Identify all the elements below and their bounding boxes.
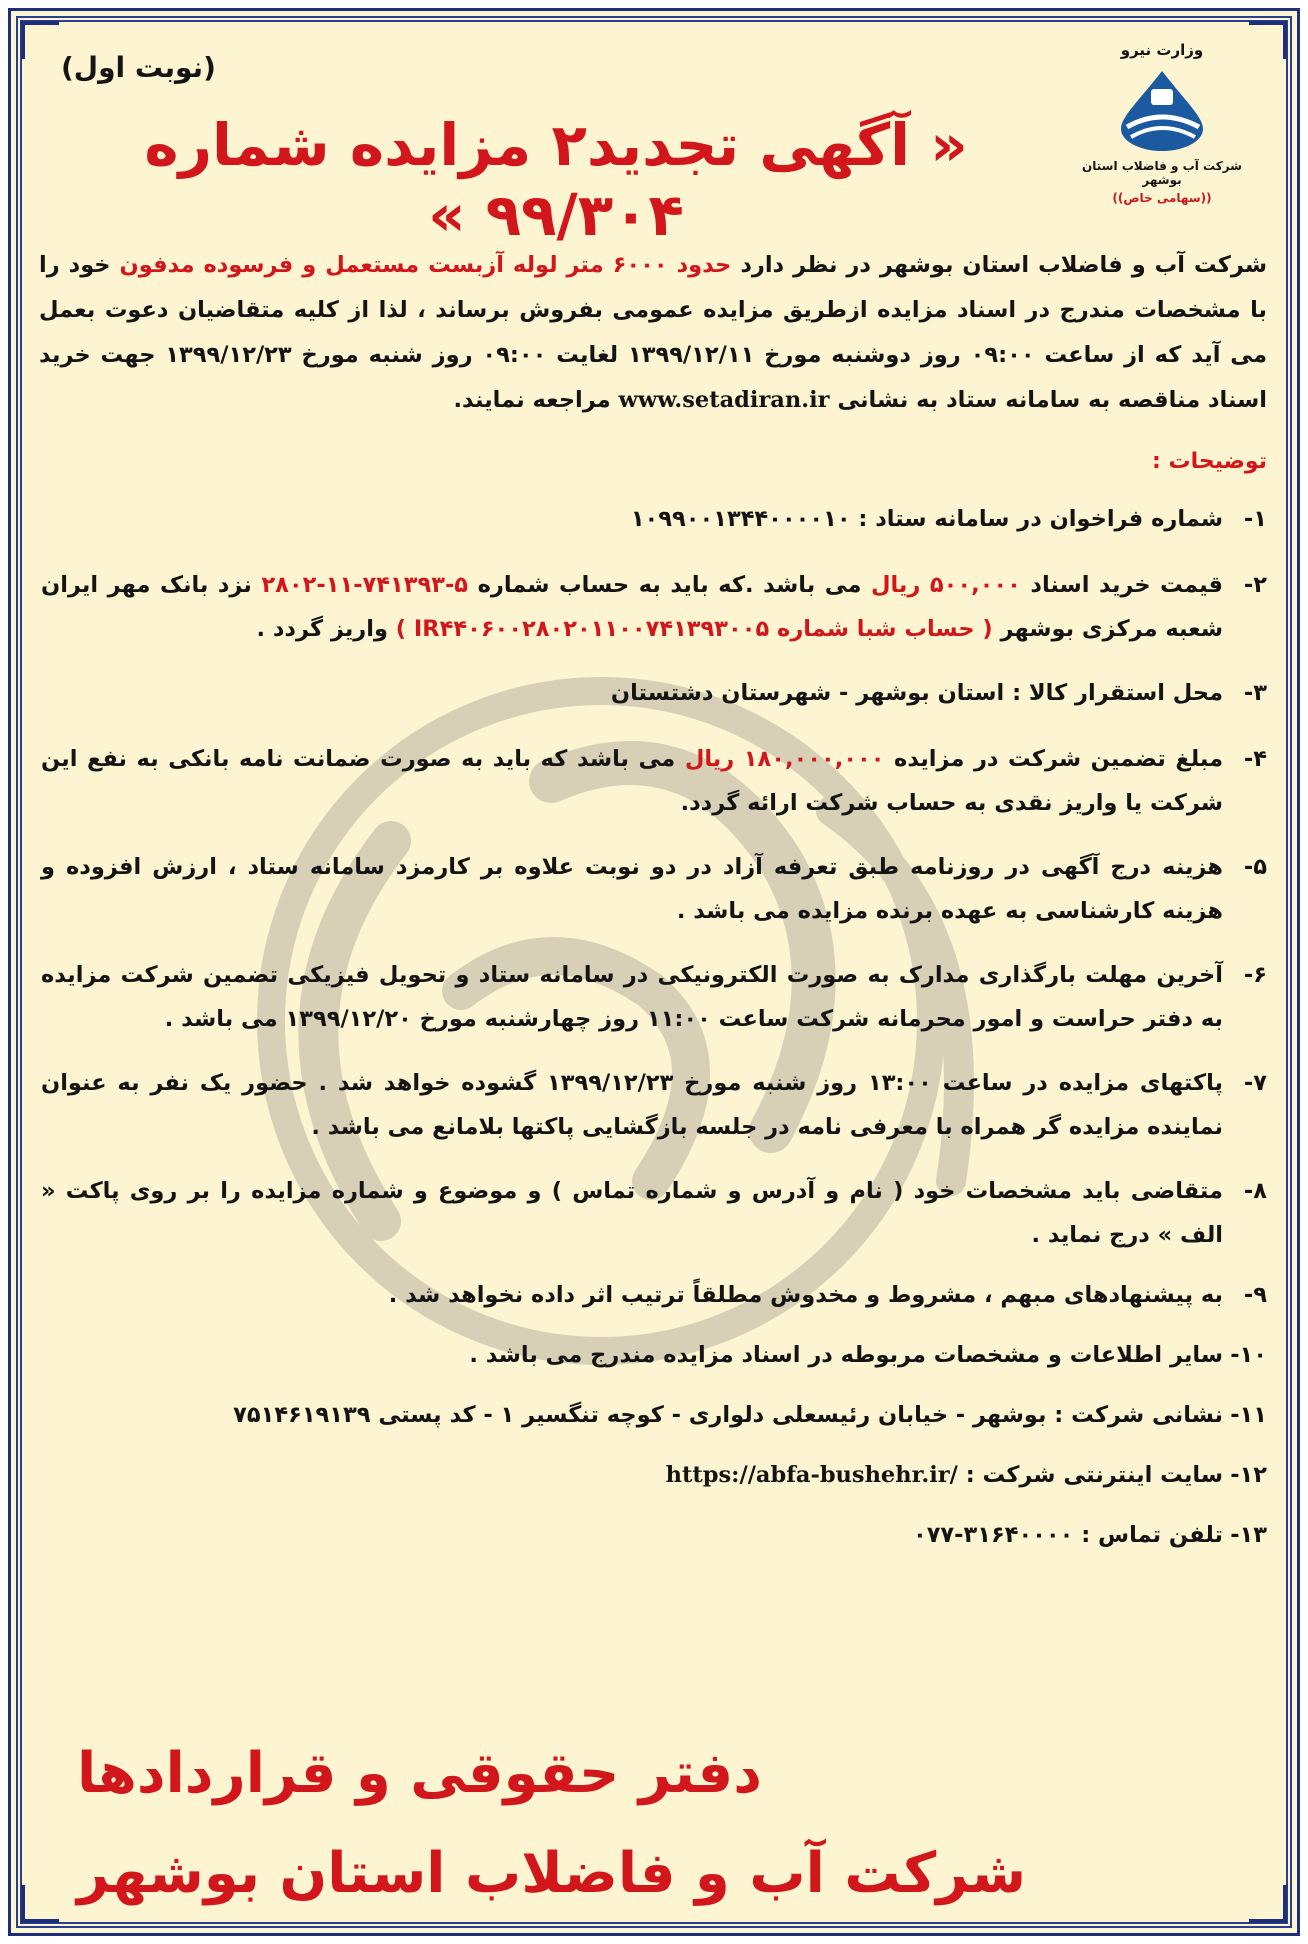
item-number: ۱۲- [1230,1462,1267,1488]
intro-text: خود را با مشخصات مندرج در اسناد مزایده ازطریق مزایده عمومی بفروش برساند ، لذا از کلیه متقاضیان دعوت بعمل می آید که از ساعت ۰۹:۰۰ روز دوشنبه مورخ ۱۳۹۹/۱۲/۱۱ لغایت ۰۹:۰۰ روز شنبه مورخ ۱۳۹۹/۱۲/۲۳ جهت خرید اسناد مناقصه به سامانه ستاد به نشانی [39,252,1267,413]
notice-page [8,8,1300,1936]
item-text: محل استقرار کالا : استان بوشهر - شهرستان دشتستان [610,680,1223,706]
list-item [41,1333,1267,1377]
list-item [41,1169,1267,1257]
frame-corner [21,21,59,59]
company-type: ((سهامی خاص)) [1112,191,1212,205]
list-item [41,671,1267,715]
intro-text: مراجعه نمایند. [453,387,611,413]
list-item [41,1453,1267,1497]
item-number: ۱۱- [1230,1402,1267,1428]
item-text: متقاضی باید مشخصات خود ( نام و آدرس و شماره تماس ) و موضوع و شماره مزایده را بر روی پاکت « الف » درج نماید . [41,1178,1223,1248]
item-text [41,563,1223,651]
item-number: ۳- [1243,680,1267,706]
title-text: آگهی تجدید۲ مزایده شماره ۹۹/۳۰۴ [144,111,910,249]
item-text [41,737,1223,825]
item-text [41,1453,1223,1497]
account-number: ۵-۷۴۱۳۹۳-۱۱-۲۸۰۲ [261,572,469,598]
list-item [41,1393,1267,1437]
intro-paragraph [39,243,1267,423]
list-item [41,845,1267,933]
list-item [41,1273,1267,1317]
list-item [41,1061,1267,1149]
frame-corner [21,1885,59,1923]
company-logo [1067,41,1257,205]
title-quote-close: » [428,180,466,249]
water-drop-logo-icon [1107,65,1217,155]
setad-url-link[interactable]: www.setadiran.ir [618,387,830,413]
item-text: هزینه درج آگهی در روزنامه طبق تعرفه آزاد در دو نوبت علاوه بر کارمزد سامانه ستاد ، ارزش افزوده و هزینه کارشناسی به عهده برنده مزایده می باشد . [41,854,1223,924]
item-number: ۹- [1243,1282,1267,1308]
round-label: (نوبت اول) [61,51,216,84]
item-text: نشانی شرکت : بوشهر - خیابان رئیسعلی دلواری - کوچه تنگسیر ۱ - کد پستی ۷۵۱۴۶۱۹۱۳۹ [233,1402,1223,1428]
item-number: ۲- [1243,572,1267,598]
item-text-part: واریز گردد . [256,616,388,642]
footer-department: دفتر حقوقی و قراردادها [77,1741,762,1806]
list-item [41,497,1267,541]
title-quote-open: « [930,111,968,179]
item-number: ۱۰- [1230,1342,1267,1368]
document-price: ۵۰۰,۰۰۰ ریال [870,572,1021,598]
item-number: ۶- [1243,962,1267,988]
item-number: ۸- [1243,1178,1267,1204]
list-item [41,737,1267,825]
intro-text: شرکت آب و فاضلاب استان بوشهر در نظر دارد [740,252,1268,278]
intro-highlight: حدود ۶۰۰۰ متر لوله آزبست مستعمل و فرسوده مدفون [119,252,732,278]
page-title [51,111,1061,250]
item-number: ۴- [1243,746,1267,772]
item-text-part: می باشد که باید به صورت ضمانت نامه بانکی به نفع این شرکت یا واریز نقدی به حساب شرکت ارائه گردد. [41,746,1223,816]
item-number: ۱- [1243,506,1267,532]
item-text-part: مبلغ تضمین شرکت در مزایده [894,746,1224,772]
item-text: شماره فراخوان در سامانه ستاد : ۱۰۹۹۰۰۱۳۴۴۰۰۰۰۱۰ [630,506,1223,532]
item-number: ۷- [1243,1070,1267,1096]
list-item [41,1513,1267,1557]
item-number: ۵- [1243,854,1267,880]
notes-label: توضیحات : [1152,449,1267,474]
ministry-name: وزارت نیرو [1120,41,1204,59]
item-text: به پیشنهادهای مبهم ، مشروط و مخدوش مطلقاً ترتیب اثر داده نخواهد شد . [388,1282,1223,1308]
item-text-part: نزد بانک مهر ایران شعبه مرکزی بوشهر [41,572,1223,642]
sheba-number: ( حساب شبا شماره IR۴۴۰۶۰۰۲۸۰۲۰۱۱۰۰۷۴۱۳۹۳۰۰۵ ) [395,616,993,642]
guarantee-amount: ۱۸۰,۰۰۰,۰۰۰ ریال [684,746,885,772]
item-text-part: سایت اینترنتی شرکت : [965,1462,1223,1488]
list-item [41,563,1267,651]
company-name: شرکت آب و فاضلاب استان بوشهر [1082,159,1242,187]
item-text: تلفن تماس : ۳۱۶۴۰۰۰۰-۰۷۷ [912,1522,1223,1548]
item-text: آخرین مهلت بارگذاری مدارک به صورت الکترونیکی در سامانه ستاد و تحویل فیزیکی تضمین شرکت مزایده به دفتر حراست و امور محرمانه شرکت ساعت ۱۱:۰۰ روز چهارشنبه مورخ ۱۳۹۹/۱۲/۲۰ می باشد . [41,962,1223,1032]
footer-company: شرکت آب و فاضلاب استان بوشهر [77,1841,1027,1906]
website-link[interactable]: https://abfa-bushehr.ir/ [665,1462,958,1488]
item-text: پاکتهای مزایده در ساعت ۱۳:۰۰ روز شنبه مورخ ۱۳۹۹/۱۲/۲۳ گشوده خواهد شد . حضور یک نفر به عنوان نماینده مزایده گر همراه با معرفی نامه در جلسه بازگشایی پاکتها بلامانع می باشد . [41,1070,1223,1140]
item-number: ۱۳- [1230,1522,1267,1548]
item-text: سایر اطلاعات و مشخصات مربوطه در اسناد مزایده مندرج می باشد . [469,1342,1223,1368]
item-text-part: می باشد .که باید به حساب شماره [477,572,862,598]
item-text-part: قیمت خرید اسناد [1030,572,1224,598]
list-item [41,953,1267,1041]
frame-corner [1249,1885,1287,1923]
